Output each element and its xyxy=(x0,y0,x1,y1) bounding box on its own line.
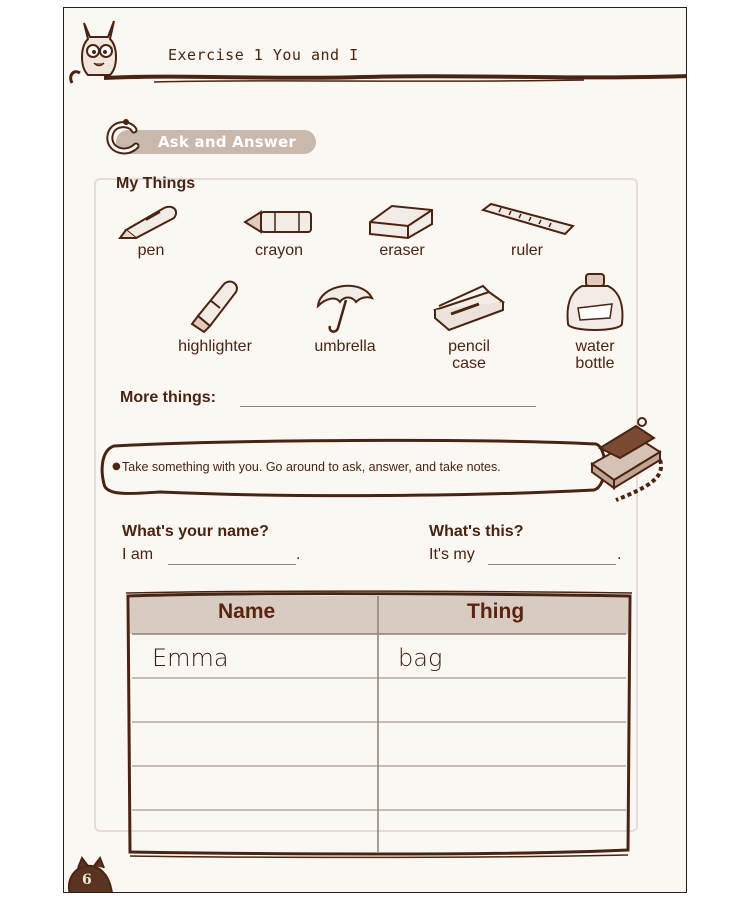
table-cell-name[interactable] xyxy=(152,688,372,718)
item-label-line1: water xyxy=(575,338,615,355)
notes-table xyxy=(124,590,634,860)
eraser-icon xyxy=(362,200,442,242)
workbook-page xyxy=(63,7,687,893)
table-cell-name[interactable]: Emma xyxy=(152,644,229,672)
item-pen xyxy=(96,200,206,259)
answer-name-period: . xyxy=(296,546,301,563)
question-name: What's your name? xyxy=(122,523,269,540)
table-frame xyxy=(124,590,634,860)
table-cell-name[interactable] xyxy=(152,776,372,806)
sandwich-icon xyxy=(576,416,668,502)
item-label-line2: bottle xyxy=(575,355,615,372)
table-cell-name[interactable] xyxy=(152,732,372,762)
item-umbrella xyxy=(290,276,400,355)
item-label xyxy=(540,338,650,372)
highlighter-icon xyxy=(180,276,250,338)
item-label: crayon xyxy=(254,242,304,259)
item-label: pen xyxy=(137,242,165,259)
page-number: 6 xyxy=(82,872,92,888)
pencil-case-icon xyxy=(429,276,509,338)
answer-name-blank[interactable] xyxy=(168,564,296,565)
item-highlighter xyxy=(160,276,270,355)
my-things-heading: My Things xyxy=(116,175,196,192)
umbrella-icon xyxy=(310,276,380,338)
answer-name-prefix: I am xyxy=(122,546,154,563)
more-things-blank[interactable] xyxy=(240,406,536,407)
pen-icon xyxy=(116,200,186,242)
table-header-thing: Thing xyxy=(467,600,525,623)
answer-thing-prefix: It's my xyxy=(429,546,475,563)
more-things-label: More things: xyxy=(120,389,216,406)
item-ruler xyxy=(472,200,582,259)
answer-thing-blank[interactable] xyxy=(488,564,616,565)
item-label: eraser xyxy=(379,242,425,259)
item-eraser xyxy=(347,200,457,259)
item-crayon xyxy=(224,200,334,259)
section-letter-icon xyxy=(102,116,146,160)
item-label-line2: case xyxy=(452,355,486,372)
water-bottle-icon xyxy=(560,270,630,338)
table-cell-thing[interactable] xyxy=(398,776,618,806)
question-thing: What's this? xyxy=(429,523,524,540)
table-cell-thing[interactable] xyxy=(398,688,618,718)
exercise-title: Exercise 1 You and I xyxy=(168,46,359,64)
section-title: Ask and Answer xyxy=(158,133,296,151)
item-label xyxy=(414,338,524,372)
table-cell-thing[interactable] xyxy=(398,732,618,762)
section-header xyxy=(102,128,317,156)
crayon-icon xyxy=(239,200,319,242)
table-cell-thing[interactable]: bag xyxy=(398,644,443,672)
table-header-name: Name xyxy=(218,600,276,623)
ruler-icon xyxy=(477,200,577,242)
item-label: umbrella xyxy=(314,338,376,355)
item-label: highlighter xyxy=(178,338,252,355)
answer-thing-period: . xyxy=(617,546,622,563)
item-label: ruler xyxy=(510,242,543,259)
item-label-line1: pencil xyxy=(448,338,490,355)
item-pencil-case xyxy=(414,276,524,372)
header-rule xyxy=(64,68,687,88)
bullet-icon: ● xyxy=(112,461,121,472)
item-water-bottle xyxy=(540,270,650,372)
instruction-text: Take something with you. Go around to ask, answer, and take notes. xyxy=(122,460,501,474)
